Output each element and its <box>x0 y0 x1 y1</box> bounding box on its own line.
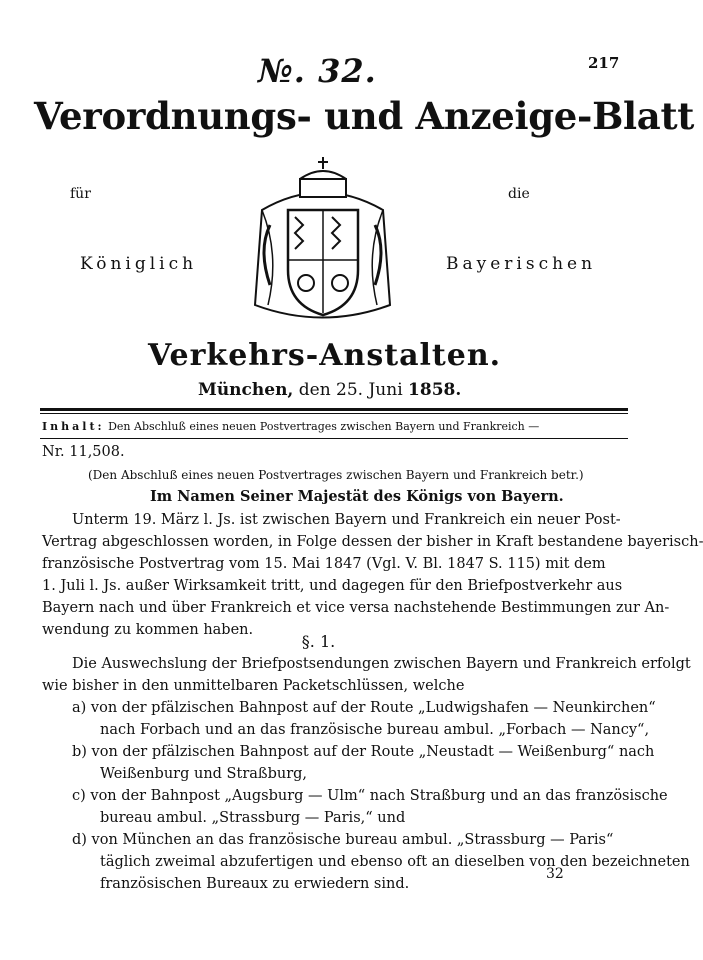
list-item-continuation: täglich zweimal abzufertigen und ebenso oft an dieselben von den bezeichneten <box>100 854 690 870</box>
masthead-die: die <box>508 186 530 202</box>
dateline-year: 1858. <box>408 380 462 400</box>
paragraph-line: französische Postvertrag vom 15. Mai 1847 (Vgl. V. Bl. 1847 S. 115) mit dem <box>42 556 606 572</box>
paragraph-line: wendung zu kommen haben. <box>42 622 254 638</box>
decree-heading: Im Namen Seiner Majestät des Königs von Bayern. <box>150 488 564 505</box>
masthead-bayerischen: Bayerischen <box>446 254 597 274</box>
section-heading: §. 1. <box>301 632 336 651</box>
dateline-city: München, <box>198 380 294 400</box>
paragraph-line: Vertrag abgeschlossen worden, in Folge dessen der bisher in Kraft bestandene bayerisch- <box>42 534 703 550</box>
masthead-koniglich: Königlich <box>80 254 198 274</box>
dateline-date: den 25. Juni <box>298 380 403 400</box>
contents-text: Den Abschluß eines neuen Postvertrages zwischen Bayern und Frankreich — <box>108 420 540 433</box>
masthead-subtitle: Verkehrs-Anstalten. <box>148 338 502 373</box>
list-item: b) von der pfälzischen Bahnpost auf der Route „Neustadt — Weißenburg“ nach <box>72 744 655 760</box>
section-line: Die Auswechslung der Briefpostsendungen zwischen Bayern und Frankreich erfolgt <box>72 656 691 672</box>
coat-of-arms-icon <box>250 155 395 339</box>
contents-line <box>42 420 539 433</box>
decree-subject: (Den Abschluß eines neuen Postvertrages zwischen Bayern und Frankreich betr.) <box>88 468 584 482</box>
list-item-continuation: nach Forbach und an das französische bureau ambul. „Forbach — Nancy“, <box>100 722 650 738</box>
list-item-continuation: bureau ambul. „Strassburg — Paris,“ und <box>100 810 406 826</box>
decree-number: Nr. 11,508. <box>42 444 125 460</box>
paragraph-line: Unterm 19. März l. Js. ist zwischen Bayern und Frankreich ein neuer Post- <box>72 512 621 528</box>
dateline <box>198 380 461 400</box>
divider <box>40 408 628 411</box>
list-item-continuation: französischen Bureaux zu erwiedern sind. <box>100 876 410 892</box>
divider <box>40 438 628 439</box>
list-item: c) von der Bahnpost „Augsburg — Ulm“ nach Straßburg und an das französische <box>72 788 668 804</box>
contents-label: Inhalt: <box>42 420 105 433</box>
paragraph-line: 1. Juli l. Js. außer Wirksamkeit tritt, und dagegen für den Briefpostverkehr aus <box>42 578 623 594</box>
masthead-title: Verordnungs- und Anzeige-Blatt <box>34 94 695 138</box>
masthead-fur: für <box>70 186 91 202</box>
list-item: d) von München an das französische bureau ambul. „Strassburg — Paris“ <box>72 832 614 848</box>
list-item: a) von der pfälzischen Bahnpost auf der Route „Ludwigshafen — Neunkirchen“ <box>72 700 656 716</box>
list-item-continuation: Weißenburg und Straßburg, <box>100 766 308 782</box>
paragraph-line: Bayern nach und über Frankreich et vice versa nachstehende Bestimmungen zur An- <box>42 600 670 616</box>
signature-mark: 32 <box>546 866 564 882</box>
section-line: wie bisher in den unmittelbaren Packetschlüssen, welche <box>42 678 465 694</box>
divider <box>40 413 628 414</box>
issue-number: №. 32. <box>258 52 377 90</box>
page-number: 217 <box>588 54 620 72</box>
